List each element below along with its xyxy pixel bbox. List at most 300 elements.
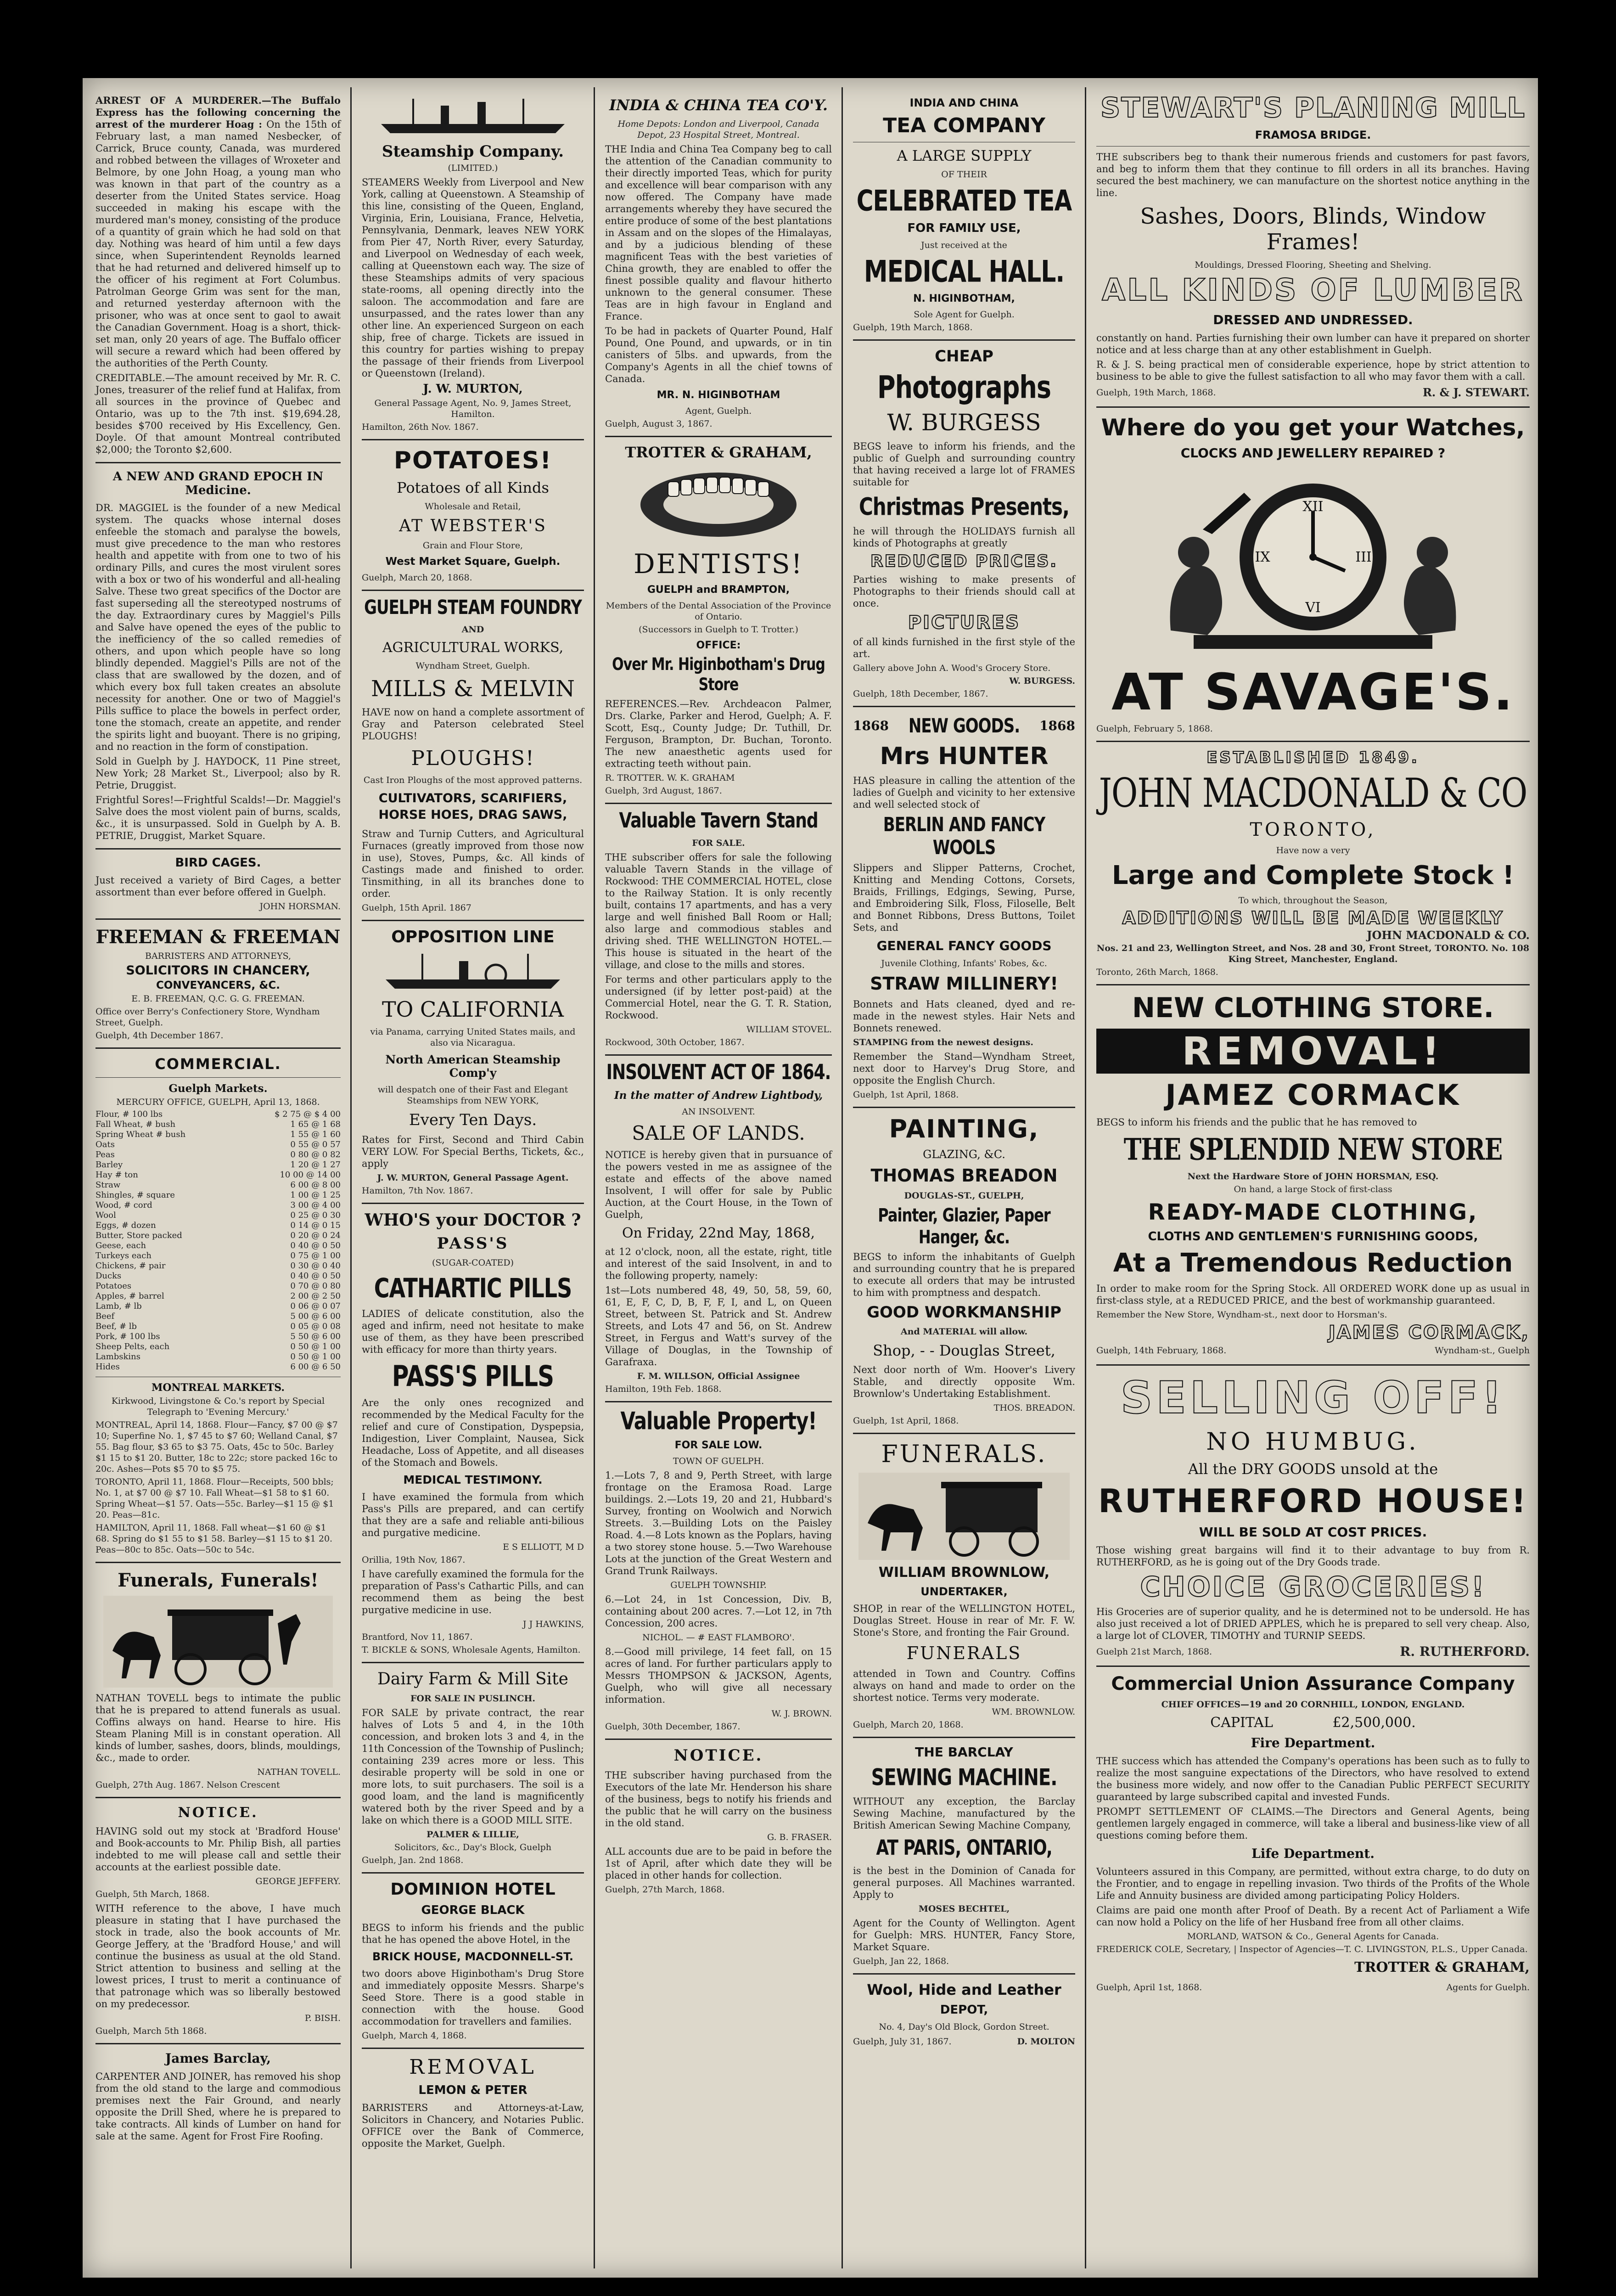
ad-heading: FUNERALS <box>906 1643 1022 1663</box>
ad-agent: MORLAND, WATSON & Co., General Agents for Canada. <box>1187 1931 1439 1941</box>
divider <box>362 590 584 591</box>
ad-date: Guelph, 27th Aug. 1867. Nelson Crescent <box>95 1780 280 1790</box>
ad-heading: REMOVAL <box>409 2055 537 2079</box>
ad-heading: Photographs <box>877 369 1051 405</box>
ad-subheading: LEMON & PETER <box>418 2083 527 2097</box>
ad-heading: Christmas Presents, <box>858 492 1070 521</box>
price-row <box>95 1241 341 1251</box>
ad-location: West Market Square, Guelph. <box>385 556 561 568</box>
divider <box>1096 1364 1530 1366</box>
column-5 <box>1088 92 1538 2259</box>
ad-heading: REMOVAL! <box>1096 1029 1530 1074</box>
ad-heading: PASS'S <box>437 1234 509 1253</box>
price-item: Wool <box>95 1210 116 1220</box>
ad-date: Guelph, 19th March, 1868. <box>853 322 973 332</box>
ad-heading: NEW GOODS. <box>908 714 1020 737</box>
ad-body: I have carefully examined the formula for the preparation of Pass's Cathartic Pills, and can recommend them as being the best purgative medicine in use. <box>362 1569 584 1615</box>
ad-subheading: DEPOT, <box>940 2003 988 2017</box>
markets-report: HAMILTON, April 11, 1868. Fall wheat—$1 60 @ $1 68. Spring do $1 55 to $1 58. Barley—$1 15 to $1 20. Peas—80c to 85c. Oats—50c to 54c. <box>95 1523 333 1555</box>
ad-heading: James Barclay, <box>165 2051 271 2066</box>
price-row <box>95 1352 341 1362</box>
ad-heading: PICTURES <box>908 612 1021 633</box>
ad-signature: TROTTER & GRAHAM, <box>1354 1959 1530 1975</box>
ad-body: THE subscribers beg to thank their numerous friends and customers for past favors, and beg to inform them that they continue to fill orders in all its branches. Having secured the best machinery, we can manufacture on the shortest notice anything in the line. <box>1096 152 1530 198</box>
price-value: 1 00 @ 1 25 <box>290 1190 341 1200</box>
ad-heading: BIRD CAGES. <box>175 856 261 870</box>
price-row <box>95 1342 341 1352</box>
ad-body: two doors above Higinbotham's Drug Store and immediately opposite Messrs. Sharpe's Seed Store. There is a good stable in connection with the house. Good accommodation for travellers and families. <box>362 1968 584 2027</box>
ad-heading: TO CALIFORNIA <box>382 997 564 1022</box>
ad-body: Remember the New Store, Wyndham-st., next door to Horsman's. <box>1096 1310 1387 1320</box>
ad-heading: THE BARCLAY <box>915 1745 1013 1760</box>
price-item: Lamb, # lb <box>95 1301 142 1311</box>
ad-agent-detail: Sole Agent for Guelph. <box>914 310 1015 320</box>
price-value: 0 80 @ 0 82 <box>290 1150 341 1159</box>
price-value: 0 20 @ 0 24 <box>290 1231 341 1240</box>
ad-body: THE subscriber having purchased from the Executors of the late Mr. Henderson his share of the business, begs to notify his friends and the public that he will carry on the business in the old stand. <box>605 1770 832 1829</box>
column-rule <box>1085 87 1086 2268</box>
ad-body: BEGS to inform the inhabitants of Guelph and surrounding country that he is prepared to execute all orders that may be intrusted to him with promptness and despatch. <box>853 1251 1075 1298</box>
price-item: Sheep Pelts, each <box>95 1342 170 1351</box>
ad-subheading: DRESSED AND UNDRESSED. <box>1213 312 1413 327</box>
ad-heading: NOTICE. <box>673 1746 763 1765</box>
ad-subheading: NICHOL. — # EAST FLAMBORO'. <box>642 1632 795 1643</box>
ad-date: Guelph, 3rd August, 1867. <box>605 786 722 796</box>
ad-signature: PALMER & LILLIE, <box>426 1829 519 1840</box>
ad-heading: GUELPH STEAM FOUNDRY <box>364 596 582 619</box>
ad-agent: MOSES BECHTEL, <box>918 1904 1010 1914</box>
ad-footer <box>1096 1644 1530 1659</box>
ad-subheading: Fire Department. <box>1251 1735 1375 1750</box>
clock-numeral: XII <box>1302 499 1324 515</box>
ad-body: I have examined the formula from which Pass's Pills are prepared, and can certify that they are a safe and reliable anti-bilious and purgative medicine. <box>362 1491 584 1538</box>
ad-date: Rockwood, 30th October, 1867. <box>605 1037 745 1047</box>
ad-body: THE India and China Tea Company beg to call the attention of the Canadian community to their directly imported Teas, which for purity and excellence will bear comparison with any now offered. The Company have made arrangements whereby they have secured the entire produce of some of the best plantations in Assam and on the slopes of the Himalayas, and by a judicious blending of these magnificent Teas with the best varieties of China growth, they are enabled to offer the finest possible quality and flavour hitherto unknown to the general consumer. These Teas are in high favour in England and France. <box>605 144 832 322</box>
price-value: 0 55 @ 0 57 <box>290 1140 341 1149</box>
ad-body: For terms and other particulars apply to the undersigned (if by letter post-paid) at the Commercial Hotel, near the G. T. R. Station, Rockwood. <box>605 974 832 1021</box>
divider <box>95 918 341 920</box>
ad-body: Frightful Sores!—Frightful Scalds!—Dr. Maggiel's Salve does the most violent pain of burns, scalds, &c., it is unsurpassed. Sold in Guelph by A. B. PETRIE, Druggist, Market Square. <box>95 794 341 841</box>
ad-subheading: On Friday, 22nd May, 1868, <box>622 1225 815 1241</box>
ad-body: NOTICE is hereby given that in pursuance of the powers vested in me as assignee of the estate and effects of the above named Insolvent, I will offer for sale by Public Auction, at the Court House, in the Town of Guelph, <box>605 1149 832 1220</box>
divider <box>1096 741 1530 742</box>
ad-date: Brantford, Nov 11, 1867. <box>362 1632 473 1642</box>
ad-heading: CULTIVATORS, SCARIFIERS, HORSE HOES, DRAG SAWS, <box>378 791 567 822</box>
steamship-illustration <box>376 951 569 992</box>
ad-date: Guelph, 5th March, 1868. <box>95 1889 210 1899</box>
divider <box>95 848 341 850</box>
ad-date: Toronto, 26th March, 1868. <box>1096 967 1218 977</box>
ad-heading: THE SPLENDID NEW STORE <box>1123 1132 1503 1167</box>
ad-heading: FREEMAN & FREEMAN <box>95 926 341 948</box>
ad-heading: OPPOSITION LINE <box>391 928 555 946</box>
ad-date: Guelph, 30th December, 1867. <box>605 1722 741 1732</box>
ad-subheading: GLAZING, &C. <box>923 1148 1005 1161</box>
ad-subheading: GUELPH and BRAMPTON, <box>647 584 790 596</box>
price-value: 0 75 @ 1 00 <box>290 1251 341 1261</box>
ad-subheading: (Successors in Guelph to T. Trotter.) <box>639 625 798 635</box>
ad-body: In order to make room for the Spring Stock. All ORDERED WORK done up as usual in first-class style, at a REDUCED PRICE, and the best of workmanship guaranteed. <box>1096 1283 1530 1306</box>
price-value: 0 70 @ 0 80 <box>290 1281 341 1291</box>
price-item: Ducks <box>95 1271 122 1281</box>
ad-subheading: GEORGE BLACK <box>421 1903 525 1917</box>
ad-body: BEGS leave to inform his friends, and the public of Guelph and surrounding country that having received a large lot of FRAMES suitable for <box>853 441 1075 488</box>
price-value: 10 00 @ 14 00 <box>280 1170 341 1180</box>
clock-numeral: IX <box>1255 549 1270 565</box>
ad-agent-detail: Agent, Guelph. <box>685 406 752 416</box>
ad-heading: NOTICE. <box>178 1805 258 1821</box>
ad-subheading: GUELPH TOWNSHIP. <box>670 1580 767 1590</box>
ad-body: Gallery above John A. Wood's Grocery Store. <box>853 663 1051 673</box>
ad-signature: P. BISH. <box>304 2013 341 2023</box>
section-heading: COMMERCIAL. <box>155 1055 281 1073</box>
ad-heading: DENTISTS! <box>634 548 803 580</box>
price-item: Oats <box>95 1140 115 1149</box>
ad-subheading: Next the Hardware Store of JOHN HORSMAN, ESQ. <box>1187 1171 1439 1182</box>
ad-heading: MILLS & MELVIN <box>371 676 575 702</box>
ad-subheading: And MATERIAL will allow. <box>900 1327 1028 1337</box>
ad-heading: ESTABLISHED 1849. <box>1206 748 1420 767</box>
price-item: Straw <box>95 1180 121 1190</box>
ad-agent: MR. N. HIGINBOTHAM <box>656 389 780 401</box>
price-row <box>95 1210 341 1221</box>
ad-body: 8.—Good mill privilege, 14 feet fall, on 15 acres of land. For further particulars apply to Messrs THOMPSON & JACKSON, Agents, Guelph, who will give all necessary information. <box>605 1646 832 1705</box>
ad-body: FOR SALE by private contract, the rear halves of Lots 5 and 4, in the 10th concession, and broken lots 3 and 4, in the 11th Concession of the Township of Puslinch; containing 239 acres more or less. This desirable property will be sold in one or more lots, to suit purchasers. The soil is a good loam, and the land is magnificently watered both by the river Speed and by a lake on which there is a GOOD MILL SITE. <box>362 1707 584 1826</box>
ad-subheading: (SUGAR-COATED) <box>432 1258 514 1268</box>
ad-body: Volunteers assured in this Company, are permitted, without extra charge, to do duty on the Frontier, and to engage in repelling invasion. Two thirds of the Profits of the Whole Life and Annuity business are divided among participating Policy Holders. <box>1096 1866 1530 1901</box>
price-table <box>95 1109 341 1372</box>
ad-body: is the best in the Dominion of Canada for general purposes. All Machines warranted. Apply to <box>853 1865 1075 1900</box>
divider <box>95 1077 341 1078</box>
ad-heading: PAINTING, <box>889 1114 1039 1143</box>
ad-heading: FUNERALS. <box>881 1441 1047 1468</box>
price-row <box>95 1150 341 1160</box>
ad-body: PROMPT SETTLEMENT OF CLAIMS.—The Directors and General Agents, being gentlemen largely engaged in commerce, will take a liberal and business-like view of all questions coming before them. <box>1096 1806 1530 1841</box>
ad-body: WITH reference to the above, I have much pleasure in stating that I have purchased the stock in trade, also the book accounts of Mr. George Jeffery, at the 'Bradford House,' and will continue the business as usual at the old Stand. Strict attention to business and selling at the lowest prices, I trust to merit a continuance of that patronage which was so liberally bestowed on my predecessor. <box>95 1903 341 2009</box>
ad-heading: STEWART'S PLANING MILL <box>1100 92 1526 124</box>
ad-date: Guelph, Jan 22, 1868. <box>853 1956 949 1966</box>
ad-date: Guelph, March 20, 1868. <box>362 573 472 583</box>
ad-body: NATHAN TOVELL begs to intimate the public that he is prepared to attend funerals as usual. Coffins always on hand. Hearse to hire. His Steam Planing Mill is in constant operation. All kinds of lumber, sashes, doors, blinds, mouldings, &c., made to order. <box>95 1693 341 1763</box>
divider <box>95 462 341 463</box>
ad-heading: SALE OF LANDS. <box>632 1122 805 1144</box>
ad-body: he will through the HOLIDAYS furnish all kinds of Photographs at greatly <box>853 526 1075 549</box>
ad-subheading: MEDICAL TESTIMONY. <box>403 1473 543 1486</box>
ad-subheading: Have now a very <box>1276 845 1350 855</box>
price-item: Geese, each <box>95 1241 146 1250</box>
ad-subheading: Mouldings, Dressed Flooring, Sheeting and Shelving. <box>1195 260 1431 270</box>
ad-body: BEGS to inform his friends and the public that he has removed to <box>1096 1117 1417 1128</box>
divider <box>95 1797 341 1798</box>
price-item: Beef <box>95 1311 115 1321</box>
divider <box>362 439 584 440</box>
ad-heading: AT PARIS, ONTARIO, <box>876 1836 1052 1860</box>
capital-label: CAPITAL <box>1210 1715 1273 1731</box>
price-value: 6 00 @ 6 50 <box>290 1362 341 1372</box>
price-row <box>95 1109 341 1120</box>
ad-body: 1.—Lots 7, 8 and 9, Perth Street, with large frontage on the Eramosa Road. Large buildings. 2.—Lots 19, 20 and 21, Hubbard's Survey, fronting on Woolwich and Norwich Streets. 3.—Building Lots on the Paisley Road. 4.—8 Lots known as the Poplars, having a two storey stone house. 5.—Two Warehouse Lots at the junction of the Great Western and Grand Trunk Railways. <box>605 1470 832 1576</box>
price-item: Barley <box>95 1160 123 1170</box>
price-row <box>95 1231 341 1241</box>
divider <box>853 706 1075 707</box>
divider <box>362 1662 584 1663</box>
ad-heading: CHEAP <box>935 347 993 366</box>
divider <box>853 1737 1075 1738</box>
ad-date: Guelph, February 5, 1868. <box>1096 724 1213 734</box>
price-item: Pork, # 100 lbs <box>95 1332 160 1341</box>
ad-heading: POTATOES! <box>393 447 552 474</box>
ad-body: DR. MAGGIEL is the founder of a new Medical system. The quacks whose internal doses enfeeble the stomach and paralyse the bowels, must give precedence to the man who restores health and appetite with from one to two of his ordinary Pills, and cures the most virulent sores with a box or two of his wonderful and all-healing Salve. These two great specifics of the Doctor are fast superseding all the stereotyped nostrums of the day. Extraordinary cures by Maggiel's Pills and Salve have opened the eyes of the public to the inefficiency of the so called remedies of others, and upon which people have so long blindly depended. Maggiel's Pills are not of the class that are swallowed by the dozen, and of which every box full taken creates an absolute necessity for another. One or two of Maggiel's Pills suffice to place the bowels in perfect order, tone the stomach, create an appetite, and render the spirits light and buoyant. There is no griping, and no reaction in the form of constipation. <box>95 502 341 752</box>
column-2 <box>354 92 592 2259</box>
price-row <box>95 1180 341 1190</box>
ad-body: STEAMERS Weekly from Liverpool and New York, calling at Queenstown. A Steamship of this line, consisting of the Queen, England, Virginia, Erin, Louisiana, France, Helvetia, Pennsylvania, Denmark, leaves NEW YORK from Pier 47, North River, every Saturday, and Liverpool on Wednesday of each week, calling at Queenstown each way. The size of these Steamships admits of very spacious state-rooms, all opening directly into the saloon. The accommodation and fare are unsurpassed, and the rates lower than any other line. An experienced Surgeon on each ship, free of charge. Tickets are issued in this country for parties wishing to prepay the passage of their friends from Liverpool or Queenstown (Ireland). <box>362 177 584 379</box>
ad-footer <box>1096 385 1530 400</box>
price-row <box>95 1261 341 1271</box>
ad-body: Those wishing great bargains will find it to their advantage to buy from R. RUTHERFORD, as he is going out of the Dry Goods trade. <box>1096 1545 1530 1568</box>
ad-heading: Steamship Company. <box>382 142 564 161</box>
ad-subheading: All the DRY GOODS unsold at the <box>1188 1460 1438 1478</box>
divider <box>362 2048 584 2049</box>
ad-heading: CATHARTIC PILLS <box>374 1272 572 1304</box>
ad-subheading: In the matter of Andrew Lightbody, <box>614 1089 823 1102</box>
column-rule <box>842 87 843 2268</box>
divider <box>605 1401 832 1402</box>
price-value: 0 05 @ 0 08 <box>290 1322 341 1331</box>
ad-subheading: Just received at the <box>921 240 1007 250</box>
ad-subheading: AN INSOLVENT. <box>682 1107 755 1117</box>
price-value: 1 55 @ 1 60 <box>290 1130 341 1139</box>
ad-heading: AT WEBSTER'S <box>399 517 547 535</box>
ad-date: Hamilton, 7th Nov. 1867. <box>362 1186 473 1196</box>
divider <box>853 1973 1075 1975</box>
ad-subheading: Members of the Dental Association of the Province of Ontario. <box>606 601 831 622</box>
ad-body: Claims are paid one month after Proof of Death. By a recent Act of Parliament a Wife can now hold a Policy on the life of her Husband free from all other claims. <box>1096 1905 1530 1928</box>
markets-report: TORONTO, April 11, 1868. Flour—Receipts, 500 bbls; No. 1, at $7 00 @ $7 10. Fall Wheat—$1 58 to $1 60. Spring Wheat—$1 57. Oats—55c. Barley—$1 15 @ $1 20. Peas—81c. <box>95 1477 334 1520</box>
ad-signature: R. RUTHERFORD. <box>1400 1644 1530 1659</box>
price-row <box>95 1251 341 1261</box>
ad-subheading: FOR SALE LOW. <box>674 1440 763 1451</box>
ad-heading: Wool, Hide and Leather <box>867 1981 1061 1998</box>
ad-heading: GENERAL FANCY GOODS <box>876 938 1052 953</box>
price-row <box>95 1160 341 1170</box>
ad-heading: TEA COMPANY <box>883 114 1045 137</box>
ad-location: Wyndham Street, Guelph. <box>415 661 530 671</box>
divider <box>605 1739 832 1740</box>
ad-heading: TROTTER & GRAHAM, <box>625 444 812 461</box>
ad-heading: READY-MADE CLOTHING, <box>1148 1199 1478 1225</box>
price-row <box>95 1291 341 1301</box>
price-row <box>95 1322 341 1332</box>
capital-line <box>1096 1715 1530 1731</box>
markets-source: MERCURY OFFICE, GUELPH, April 13, 1868. <box>116 1097 320 1107</box>
ad-body: CARPENTER AND JOINER, has removed his shop from the old stand to the large and commodious premises next the Fair Ground, and nearly opposite the Drill Shed, where he is prepared to take contracts. All kinds of Lumber on hand for sale at the same. Agent for Frost Fire Roofing. <box>95 2071 341 2142</box>
clock-numeral: VI <box>1305 600 1321 616</box>
ad-subheading: Cast Iron Ploughs of the most approved patterns. <box>363 775 583 785</box>
divider <box>95 1562 341 1563</box>
ad-heading: Painter, Glazier, Paper Hanger, &c. <box>878 1204 1050 1248</box>
ad-agent: J. W. MURTON, General Passage Agent. <box>377 1173 569 1183</box>
ad-body: attended in Town and Country. Coffins always on hand and made to order on the shortest notice. Terms very moderate. <box>853 1668 1075 1703</box>
price-row <box>95 1311 341 1322</box>
ad-heading: Large and Complete Stock ! <box>1111 861 1515 890</box>
price-item: Potatoes <box>95 1281 132 1291</box>
ad-signature: W. BURGESS. <box>1009 676 1075 686</box>
ad-heading: Shop, - - Douglas Street, <box>873 1342 1055 1359</box>
ad-body: will despatch one of their Fast and Elegant Steamships from NEW YORK, <box>377 1085 568 1106</box>
ad-agent: FREDERICK COLE, Secretary, | Inspector of Agencies—T. C. LIVINGSTON, P.L.S., Upper Canada. <box>1096 1944 1528 1954</box>
ad-agent: Agents for Guelph. <box>1446 1982 1530 1992</box>
ad-subheading: Home Depots: London and Liverpool, Canada Depot, 23 Hospital Street, Montreal. <box>617 119 819 140</box>
ad-signature: F. M. WILLSON, Official Assignee <box>637 1371 800 1381</box>
ad-date: Guelph, March 5th 1868. <box>95 2026 207 2036</box>
ad-heading: Valuable Property! <box>620 1407 817 1435</box>
year-banner <box>853 714 1075 738</box>
ad-body: constantly on hand. Parties furnishing their own lumber can have it prepared on shorter notice and at less charge than at any other establishment in Guelph. <box>1096 332 1530 355</box>
price-item: Peas <box>95 1150 115 1159</box>
ad-subheading: AND <box>461 625 484 635</box>
price-item: Wood, # cord <box>95 1200 152 1210</box>
divider <box>95 1047 341 1049</box>
ad-signature: WM. BROWNLOW. <box>992 1707 1075 1717</box>
markets-source: Kirkwood, Livingstone & Co.'s report by Special Telegraph to 'Evening Mercury.' <box>111 1396 325 1417</box>
ad-body: WITHOUT any exception, the Barclay Sewing Machine, manufactured by the British American Sewing Machine Company, <box>853 1796 1075 1831</box>
ad-subheading: SOLICITORS IN CHANCERY, <box>126 963 310 978</box>
ad-subheading: via Panama, carrying United States mails, and also via Nicaragua. <box>370 1027 576 1048</box>
price-item: Shingles, # square <box>95 1190 175 1200</box>
ad-body: THE success which has attended the Company's operations has been such as to fully to realize the most sanguine expectations of the Directors, who have resolved to extend the business more widely, and now offer to the Canadian Public PERFECT SECURITY guaranteed by large subscribed capital and invested Funds. <box>1096 1756 1530 1802</box>
ad-heading: Commercial Union Assurance Company <box>1111 1673 1515 1694</box>
ad-heading: ADDITIONS WILL BE MADE WEEKLY <box>1122 908 1504 928</box>
price-value: 0 40 @ 0 50 <box>290 1271 341 1281</box>
ad-heading: RUTHERFORD HOUSE! <box>1098 1482 1528 1520</box>
ad-subheading: UNDERTAKER, <box>920 1585 1008 1598</box>
news-body: On the 15th of February last, a man named Nesbecker, of Carrick, Bruce county, Canada, was murdered and robbed between the villages of Wroxeter and Belmore, by one John Hoag, a young man who was known in that part of the country as a deserter from the United States service. Hoag succeeded in making his escape with the murdered man's money, consisting of the produce of a quantity of grain which he had sold on that day. Nothing was heard of him until a few days since, when Superintendent Reynolds learned that he had returned and delivered himself up to the officer of his regiment at Fort Columbus. Patrolman George Grim was sent for the man, and returned yesterday afternoon with the prisoner, who was at once sent to gaol to await the Canadian Government. Hoag is a short, thick-set man, only 20 years of age. The Buffalo officer will secure a reward which had been offered by the authorities of the Perth County. <box>95 119 341 369</box>
divider <box>1096 984 1530 985</box>
column-1 <box>87 92 349 2259</box>
ad-date: Guelph 21st March, 1868. <box>1096 1647 1212 1657</box>
dentures-illustration <box>631 466 806 544</box>
price-value: $ 2 75 @ $ 4 00 <box>275 1109 341 1119</box>
ad-heading: At a Tremendous Reduction <box>1113 1248 1513 1278</box>
ad-signature: D. MOLTON <box>1017 2037 1075 2047</box>
ad-signature: JOHN MACDONALD & CO. <box>1367 929 1530 942</box>
ad-date: Guelph, 1st April, 1868. <box>853 1416 959 1426</box>
divider <box>853 339 1075 341</box>
ad-subheading: CLOTHS AND GENTLEMEN'S FURNISHING GOODS, <box>1148 1230 1478 1244</box>
price-row <box>95 1170 341 1180</box>
ad-heading: SEWING MACHINE. <box>871 1764 1057 1791</box>
price-item: Beef, # lb <box>95 1322 137 1331</box>
ad-subheading: Life Department. <box>1251 1846 1375 1861</box>
ad-body: Nos. 21 and 23, Wellington Street, and Nos. 28 and 30, Front Street, TORONTO. No. 108 King Street, Manchester, England. <box>1096 943 1530 964</box>
ad-signature: R. & J. STEWART. <box>1422 386 1530 399</box>
divider <box>1096 1666 1530 1667</box>
ad-signature: R. TROTTER. W. K. GRAHAM <box>605 773 735 783</box>
price-value: 0 25 @ 0 30 <box>290 1210 341 1220</box>
ad-heading: PLOUGHS! <box>411 747 535 770</box>
ad-body: HAVING sold out my stock at 'Bradford House' and Book-accounts to Mr. Philip Bish, all parties indebted to me will please call and settle their accounts at the earliest possible date. <box>95 1826 341 1873</box>
ad-body: Just received a variety of Bird Cages, a better assortment than ever before offered in Guelph. <box>95 875 341 898</box>
ad-signature: Solicitors, &c., Day's Block, Guelph <box>394 1842 552 1852</box>
ad-signature: JOHN HORSMAN. <box>259 901 341 912</box>
ad-date: Orillia, 19th Nov, 1867. <box>362 1555 466 1565</box>
ad-body: R. & J. S. being practical men of considerable experience, hope by strict attention to business to be able to give the fullest satisfaction to all who may favor them with a call. <box>1096 359 1530 382</box>
divider <box>362 1872 584 1874</box>
ad-signature: E S ELLIOTT, M D <box>503 1542 584 1552</box>
ad-subheading: Wholesale and Retail, <box>425 501 521 512</box>
ad-agent: J. W. MURTON, <box>423 382 523 396</box>
ad-heading: DOMINION HOTEL <box>390 1880 556 1899</box>
clock-numeral: III <box>1355 549 1372 565</box>
divider <box>1096 406 1530 408</box>
ad-heading: CHOICE GROCERIES! <box>1140 1571 1486 1603</box>
ad-body: 1st—Lots numbered 48, 49, 50, 58, 59, 60, 61, E, F, C, D, B, F, F, I, and L, on Queen Street, between St. Patrick and St. Andrew Streets, and Lots 47 and 56, on St. Andrew Street, in Fergus and Watt's survey of the Village of Douglas, in the Township of Garafraxa. <box>605 1285 832 1367</box>
divider <box>853 1433 1075 1434</box>
year-right: 1868 <box>1039 718 1075 733</box>
price-value: 2 00 @ 2 50 <box>290 1291 341 1301</box>
price-value: 1 65 @ 1 68 <box>290 1120 341 1129</box>
ad-heading: INDIA & CHINA TEA CO'Y. <box>609 96 828 114</box>
ad-date: Guelph, March 20, 1868. <box>853 1720 964 1730</box>
price-row <box>95 1271 341 1281</box>
ad-date: Guelph, August 3, 1867. <box>605 419 713 429</box>
ad-names: E. B. FREEMAN, Q.C. G. G. FREEMAN. <box>131 994 305 1004</box>
ad-footer <box>853 2034 1075 2049</box>
price-item: Eggs, # dozen <box>95 1221 156 1230</box>
ad-body: REFERENCES.—Rev. Archdeacon Palmer, Drs. Clarke, Parker and Herod, Guelph; A. F. Scott, Esq., County Judge; Dr. Tuthill, Dr. Ferguson, Brampton, Dr. Buchan, Toronto. The new anaesthetic agents used for extracting teeth without pain. <box>605 698 832 769</box>
markets-report: MONTREAL, April 14, 1868. Flour—Fancy, $7 00 @ $7 10; Superfine No. 1, $7 45 to $7 60; Welland Canal, $7 55. Bag flour, $3 65 to $3 75. Oats, 45c to 50c. Barley $1 15 to $1 20. Butter, 18c to 22c; store packed 16c to 20c. Ashes—Pots $5 70 to $5 75. <box>95 1420 338 1474</box>
ad-date: Guelph, March 4, 1868. <box>362 2031 467 2041</box>
divider <box>605 436 832 437</box>
ad-date: Guelph, 15th April. 1867 <box>362 903 471 913</box>
ad-heading: MEDICAL HALL. <box>864 254 1065 289</box>
ad-agent: N. HIGINBOTHAM, <box>913 293 1015 304</box>
ad-heading: INDIA AND CHINA <box>909 96 1019 109</box>
ad-heading: Where do you get your Watches, <box>1101 414 1525 441</box>
ad-heading: BERLIN AND FANCY WOOLS <box>883 813 1045 859</box>
price-value: 5 50 @ 6 00 <box>290 1332 341 1341</box>
column-3 <box>597 92 840 2259</box>
ad-body: at 12 o'clock, noon, all the estate, right, title and interest of the said Insolvent, in and to the following property, namely: <box>605 1246 832 1281</box>
news-lead: ARREST OF A MURDERER.—The Buffalo Express has the following concerning the arrest of the murderer Hoag : <box>95 95 341 130</box>
markets-heading: Guelph Markets. <box>168 1082 268 1095</box>
ad-subheading: TORONTO, <box>1250 819 1376 840</box>
ad-date: Guelph, Jan. 2nd 1868. <box>362 1855 464 1865</box>
ad-signature: G. B. FRASER. <box>767 1832 832 1842</box>
column-rule <box>350 87 352 2268</box>
ad-heading: Dairy Farm & Mill Site <box>377 1670 568 1688</box>
price-row <box>95 1332 341 1342</box>
ad-subheading: FRAMOSA BRIDGE. <box>1255 129 1371 141</box>
price-value: 3 00 @ 4 00 <box>290 1200 341 1210</box>
ad-heading: JAMEZ CORMACK <box>1165 1078 1461 1112</box>
price-row <box>95 1190 341 1200</box>
ad-body: Parties wishing to make presents of Photographs to their friends should call at once. <box>853 574 1075 609</box>
ad-subheading: AGRICULTURAL WORKS, <box>382 640 564 656</box>
ad-subheading: OF THEIR <box>941 169 987 180</box>
ad-heading: WILLIAM BROWNLOW, <box>878 1564 1050 1581</box>
ad-subheading: To which, throughout the Season, <box>1238 895 1388 906</box>
steamship-illustration <box>372 96 574 138</box>
ad-subheading: BARRISTERS AND ATTORNEYS, <box>145 951 292 961</box>
ad-date: Guelph, 4th December 1867. <box>95 1030 224 1041</box>
divider <box>605 803 832 804</box>
ad-body: Straw and Turnip Cutters, and Agricultural Furnaces (greatly improved from those now in use), Stoves, Pumps, &c. All kinds of Castings made and finished to order. Tinsmithing, in all its branches done to order. <box>362 828 584 899</box>
ad-heading: REDUCED PRICES. <box>870 552 1058 571</box>
ad-heading: A NEW AND GRAND EPOCH IN Medicine. <box>112 470 324 497</box>
ad-body: Agent for the County of Wellington. Agent for Guelph: MRS. HUNTER, Fancy Store, Market Square. <box>853 1918 1075 1953</box>
ad-heading: Mrs HUNTER <box>880 743 1049 770</box>
